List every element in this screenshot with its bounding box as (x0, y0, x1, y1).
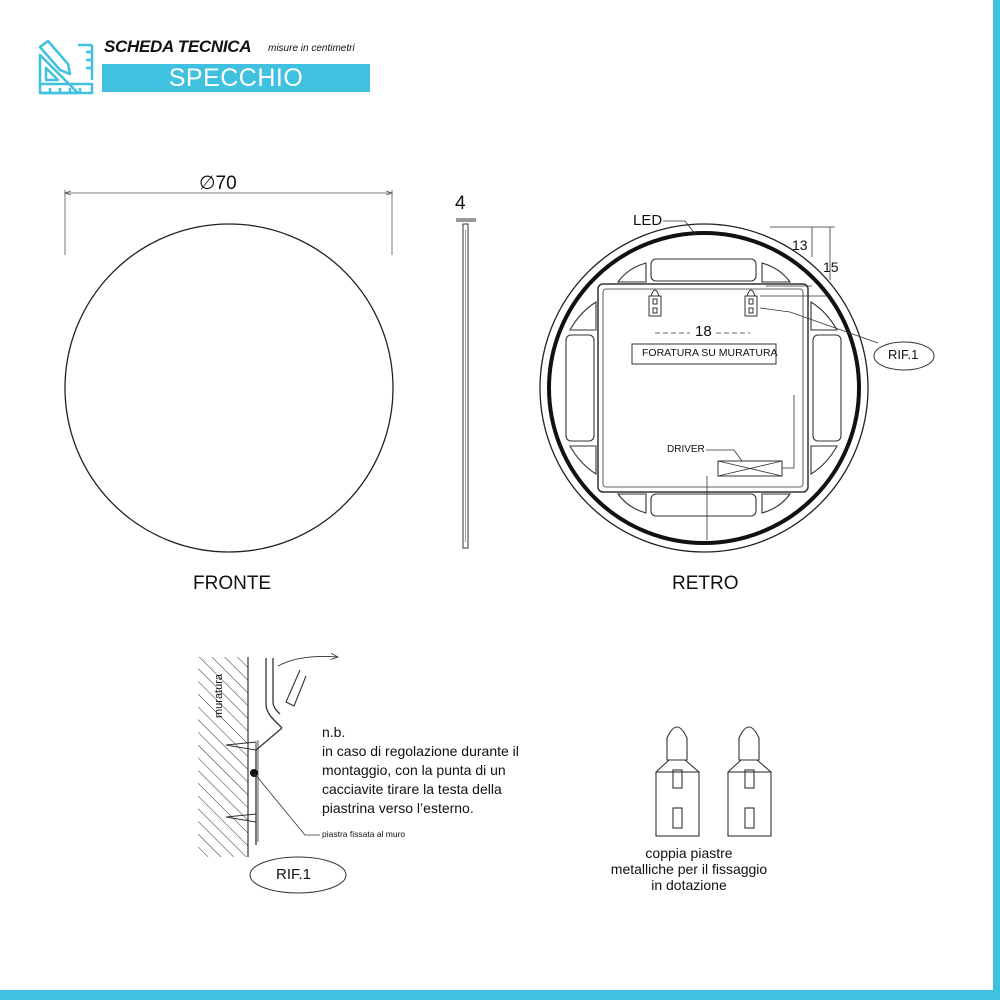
sheet-subtitle: misure in centimetri (268, 43, 355, 54)
thickness-label: 4 (455, 193, 466, 214)
ref-label-rear: RIF.1 (888, 347, 919, 362)
mirror-front-circle (65, 224, 393, 552)
mounting-plate-right (728, 727, 771, 836)
dim-13-label: 13 (792, 237, 808, 253)
note-line: in caso di regolazione durante il (322, 743, 519, 759)
plate-fixed-label: piastra fissata al muro (322, 829, 406, 839)
hanging-plate-left (649, 290, 661, 316)
plates-caption-line: in dotazione (651, 877, 727, 893)
frame-segments (566, 259, 841, 516)
adjustment-note (322, 723, 519, 818)
note-line: piastrina verso l’esterno. (322, 800, 474, 816)
note-line: cacciavite tirare la testa della (322, 781, 502, 797)
note-line: montaggio, con la punta di un (322, 762, 506, 778)
front-view (65, 190, 476, 552)
dim-15-label: 15 (823, 259, 839, 275)
ref-label-detail: RIF.1 (276, 866, 312, 883)
driver-label: DRIVER (667, 444, 705, 455)
front-caption: FRONTE (193, 573, 272, 594)
wall-label: muratura (213, 673, 225, 718)
mirror-side-view (456, 219, 476, 548)
rear-caption: RETRO (672, 573, 739, 594)
rear-view (540, 221, 934, 552)
drill-label: FORATURA SU MURATURA (642, 347, 778, 359)
plates-caption-line: coppia piastre (645, 845, 733, 861)
mounting-plate-left (656, 727, 699, 836)
diameter-label: ∅70 (199, 173, 237, 194)
ruler-pencil-icon (40, 41, 92, 93)
mirror-rear-outer (540, 224, 868, 552)
product-name: SPECCHIO (168, 64, 304, 92)
led-label: LED (633, 212, 663, 229)
sheet-title: SCHEDA TECNICA (104, 37, 252, 56)
plates-caption-line: metalliche per il fissaggio (610, 861, 768, 877)
dim-18-label: 18 (695, 323, 712, 340)
hanging-plate-right (745, 290, 757, 316)
plates-caption (594, 845, 784, 893)
note-line: n.b. (322, 724, 346, 740)
